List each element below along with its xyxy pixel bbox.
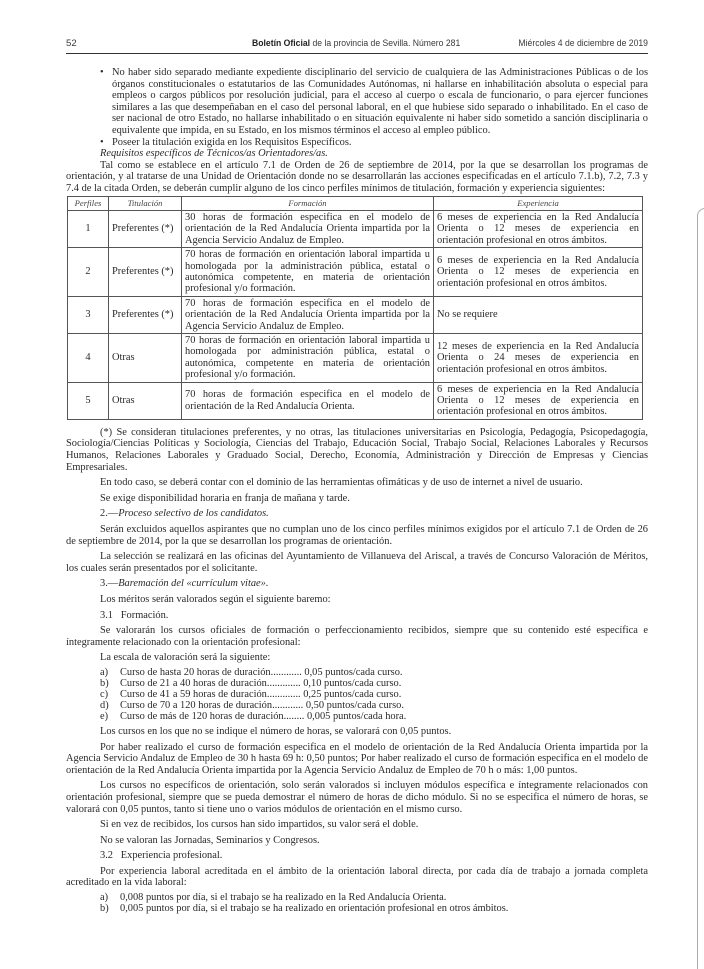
requirements-list xyxy=(66,67,648,148)
list-item: b) Curso de 21 a 40 horas de duración............. 0,10 puntos/cada curso. xyxy=(100,677,402,689)
table-row xyxy=(68,334,643,383)
cell-formacion: 30 horas de formación especifica en el modelo de orientación de la Red Andalucía Orienta impartida por la Agencia Servicio Andaluz de Empleo. xyxy=(182,210,434,247)
cell-perfil: 5 xyxy=(68,382,109,419)
subsection-3-2-heading: 3.2 Experiencia profesional. xyxy=(100,850,223,862)
cell-experiencia: No se requiere xyxy=(434,296,643,333)
list-item: a) Curso de hasta 20 horas de duración............ 0,05 puntos/cada curso. xyxy=(100,666,403,678)
cell-formacion: 70 horas de formación en orientación laboral impartida u homologada por la administración pública, estatal o autonómica competente, en materia de orientación profesional y/o formación. xyxy=(182,248,434,297)
cell-experiencia: 6 meses de experiencia en la Red Andalucía Orienta o 12 meses de experiencia en orientación profesional en otros ámbitos. xyxy=(434,248,643,297)
cell-titulacion: Preferentes (*) xyxy=(109,296,182,333)
bullet-icon: • xyxy=(100,67,104,78)
table-header-row xyxy=(68,196,643,210)
cell-titulacion: Preferentes (*) xyxy=(109,210,182,247)
no-hours-paragraph: Los cursos en los que no se indique el número de horas, se valorará con 0,05 puntos. xyxy=(100,725,452,737)
experience-scale-list xyxy=(100,892,648,914)
table-row xyxy=(68,210,643,247)
publication-issue: de la provincia de Sevilla. Número 281 xyxy=(310,38,461,49)
cell-titulacion: Otras xyxy=(109,334,182,383)
preferred-degrees-footnote: (*) Se consideran titulaciones preferentes, y no otras, las titulaciones universitarias en Psicología, Pedagogía, Psicopedagogía, Sociología/Ciencias Políticas y Sociología, Ciencias del Trabajo, Educación Social, Trabajo Social, Relaciones Laborales y Recursos Humanos, Relaciones Laborales y Graduado Social, Derecho, Economía, Administración y Dirección de Empresas y Ciencias Empresariales. xyxy=(66,426,648,473)
non-specific-courses-paragraph: Los cursos no específicos de orientación, solo serán valorados si incluyen módulos específica e íntegramente relacionados con orientación profesional, siempre que se pueda demostrar el número de horas de dicho módulo. Si no se especifica el número de horas, se valorará con 0,05 puntos, tanto si tiene uno o varios módulos de orientación en el mismo curso. xyxy=(66,780,648,815)
page-header xyxy=(66,38,648,52)
cell-titulacion: Otras xyxy=(109,382,182,419)
list-item: c) Curso de 41 a 59 horas de duración............. 0,25 puntos/cada curso. xyxy=(100,688,402,700)
work-experience-paragraph: Por experiencia laboral acreditada en el ámbito de la orientación laboral directa, por cada día de trabajo a jornada completa acreditado en la vida laboral: xyxy=(66,865,648,889)
specific-requirements-heading: Requisitos específicos de Técnicos/as Orientadores/as. xyxy=(100,148,328,160)
header-divider xyxy=(66,53,648,54)
list-item: d) Curso de 70 a 120 horas de duración............ 0,50 puntos/cada curso. xyxy=(100,699,404,711)
publication-title xyxy=(252,38,460,50)
list-item: e) Curso de más de 120 horas de duración........ 0,005 puntos/cada hora. xyxy=(100,710,407,722)
table-row xyxy=(68,296,643,333)
list-item: b) 0,005 puntos por día, si el trabajo se ha realizado en orientación profesional en otros ámbitos. xyxy=(100,903,509,915)
cell-titulacion: Preferentes (*) xyxy=(109,248,182,297)
page-number: 52 xyxy=(66,38,77,49)
section-3-heading: 3.—Baremación del «currículum vitae». xyxy=(100,578,269,590)
cell-perfil: 3 xyxy=(68,296,109,333)
table-row xyxy=(68,248,643,297)
selection-paragraph: La selección se realizará en las oficinas del Ayuntamiento de Villanueva del Ariscal, a través de Concurso Valoración de Méritos, los cuales serán presentados por el solicitante. xyxy=(66,551,648,574)
subsection-3-1-heading: 3.1 Formación. xyxy=(100,609,169,621)
section-2-heading: 2.—Proceso selectivo de los candidatos. xyxy=(100,508,269,520)
merits-paragraph: Los méritos serán valorados según el siguiente baremo: xyxy=(100,593,331,605)
cell-experiencia: 12 meses de experiencia en la Red Andalucía Orienta o 24 meses de experiencia en orientación profesional en otros ámbitos. xyxy=(434,334,643,383)
exclusion-paragraph: Serán excluidos aquellos aspirantes que no cumplan uno de los cinco perfiles mínimos exigidos por el artículo 7.1 de Orden de 26 de septiembre de 2014, por la que se desarrollan los programas de orientación. xyxy=(66,524,648,547)
cell-perfil: 4 xyxy=(68,334,109,383)
column-header-experiencia: Experiencia xyxy=(434,196,643,210)
office-skills-paragraph: En todo caso, se deberá contar con el dominio de las herramientas ofimáticas y de uso de internet a nivel de usuario. xyxy=(100,477,583,489)
cell-formacion: 70 horas de formación especifica en el modelo de orientación de la Red Andalucía Orienta. xyxy=(182,382,434,419)
publication-name-bold: Boletín Oficial xyxy=(252,38,311,49)
column-header-perfiles: Perfiles xyxy=(68,196,109,210)
cell-perfil: 2 xyxy=(68,248,109,297)
cell-experiencia: 6 meses de experiencia en la Red Andalucía Orienta o 12 meses de experiencia en orientación profesional en otros ámbitos. xyxy=(434,382,643,419)
document-body xyxy=(66,67,648,914)
scale-intro: La escala de valoración será la siguiente: xyxy=(100,652,271,664)
intro-paragraph: Tal como se establece en el artículo 7.1 de Orden de 26 de septiembre de 2014, por la que se desarrollan los programas de orientación, y al tratarse de una Unidad de Orientación donde no se desarrollarán las acciones especificadas en el artículo 7.1.b), 7.2, 7.3 y 7.4 de la citada Orden, se deberán cumplir alguno de los cinco perfiles mínimos de titulación, formación y experiencia siguientes: xyxy=(66,159,648,194)
red-andalucia-paragraph: Por haber realizado el curso de formación especifica en el modelo de orientación de la Red Andalucía Orienta impartida por la Agencia Servicio Andaluz de Empleo de 30 h hasta 69 h: 0,50 puntos; Por haber realizado el curso de formación especifica en el modelo de orientación de la Red Andalucía Orienta impartida por la Agencia Servicio Andaluz de Empleo de 70 h o más: 1,00 puntos. xyxy=(66,741,648,776)
availability-paragraph: Se exige disponibilidad horaria en franja de mañana y tarde. xyxy=(100,492,350,504)
cell-formacion: 70 horas de formación en orientación laboral impartida u homologada por administración pública, estatal o autonómica, competente en materia de orientación profesional y/o formación. xyxy=(182,334,434,383)
table-row xyxy=(68,382,643,419)
events-paragraph: No se valoran las Jornadas, Seminarios y Congresos. xyxy=(100,834,320,846)
cell-formacion: 70 horas de formación especifica en el modelo de orientación de la Red Andalucía Orienta impartida por la Agencia Servicio Andaluz de Empleo. xyxy=(182,296,434,333)
course-scale-list xyxy=(100,667,648,722)
scrollbar[interactable] xyxy=(697,208,704,969)
column-header-formacion: Formación xyxy=(182,196,434,210)
column-header-titulacion: Titulación xyxy=(109,196,182,210)
list-item: a) 0,008 puntos por día, si el trabajo se ha realizado en la Red Andalucía Orienta. xyxy=(100,892,447,904)
publication-date: Miércoles 4 de diciembre de 2019 xyxy=(518,38,648,49)
bullet-icon: • xyxy=(100,136,104,148)
cell-experiencia: 6 meses de experiencia en la Red Andalucía Orienta o 12 meses de experiencia en orientación profesional en otros ámbitos. xyxy=(434,210,643,247)
profiles-table xyxy=(67,196,643,420)
requirement-item: • Poseer la titulación exigida en los Requisitos Específicos. xyxy=(100,136,352,148)
taught-courses-paragraph: Si en vez de recibidos, los cursos han sido impartidos, su valor será el doble. xyxy=(100,819,419,831)
official-courses-paragraph: Se valorarán los cursos oficiales de formación o perfeccionamiento recibidos, siempre que su contenido esté específica e íntegramente relacionado con la orientación profesional: xyxy=(66,625,648,648)
requirement-item: • No haber sido separado mediante expediente disciplinario del servicio de cualquiera de las Administraciones Públicas o de los órganos constitucionales o estatutarios de las Comunidades Autónomas, ni hallarse en inhabilitación absoluta o especial para empleos o cargos públicos por resolución judicial, para el acceso al cuerpo o escala de funcionario, o para ejercer funciones similares a las que desempeñaban en el caso del personal laboral, en el que hubiese sido separado o inhabilitado. En el caso de ser nacional de otro Estado, no hallarse inhabilitado o en situación equivalente ni haber sido sometido a sanción disciplinaria o equivalente que impida, en su Estado, en los mismos términos el acceso al empleo público. xyxy=(100,67,648,136)
cell-perfil: 1 xyxy=(68,210,109,247)
